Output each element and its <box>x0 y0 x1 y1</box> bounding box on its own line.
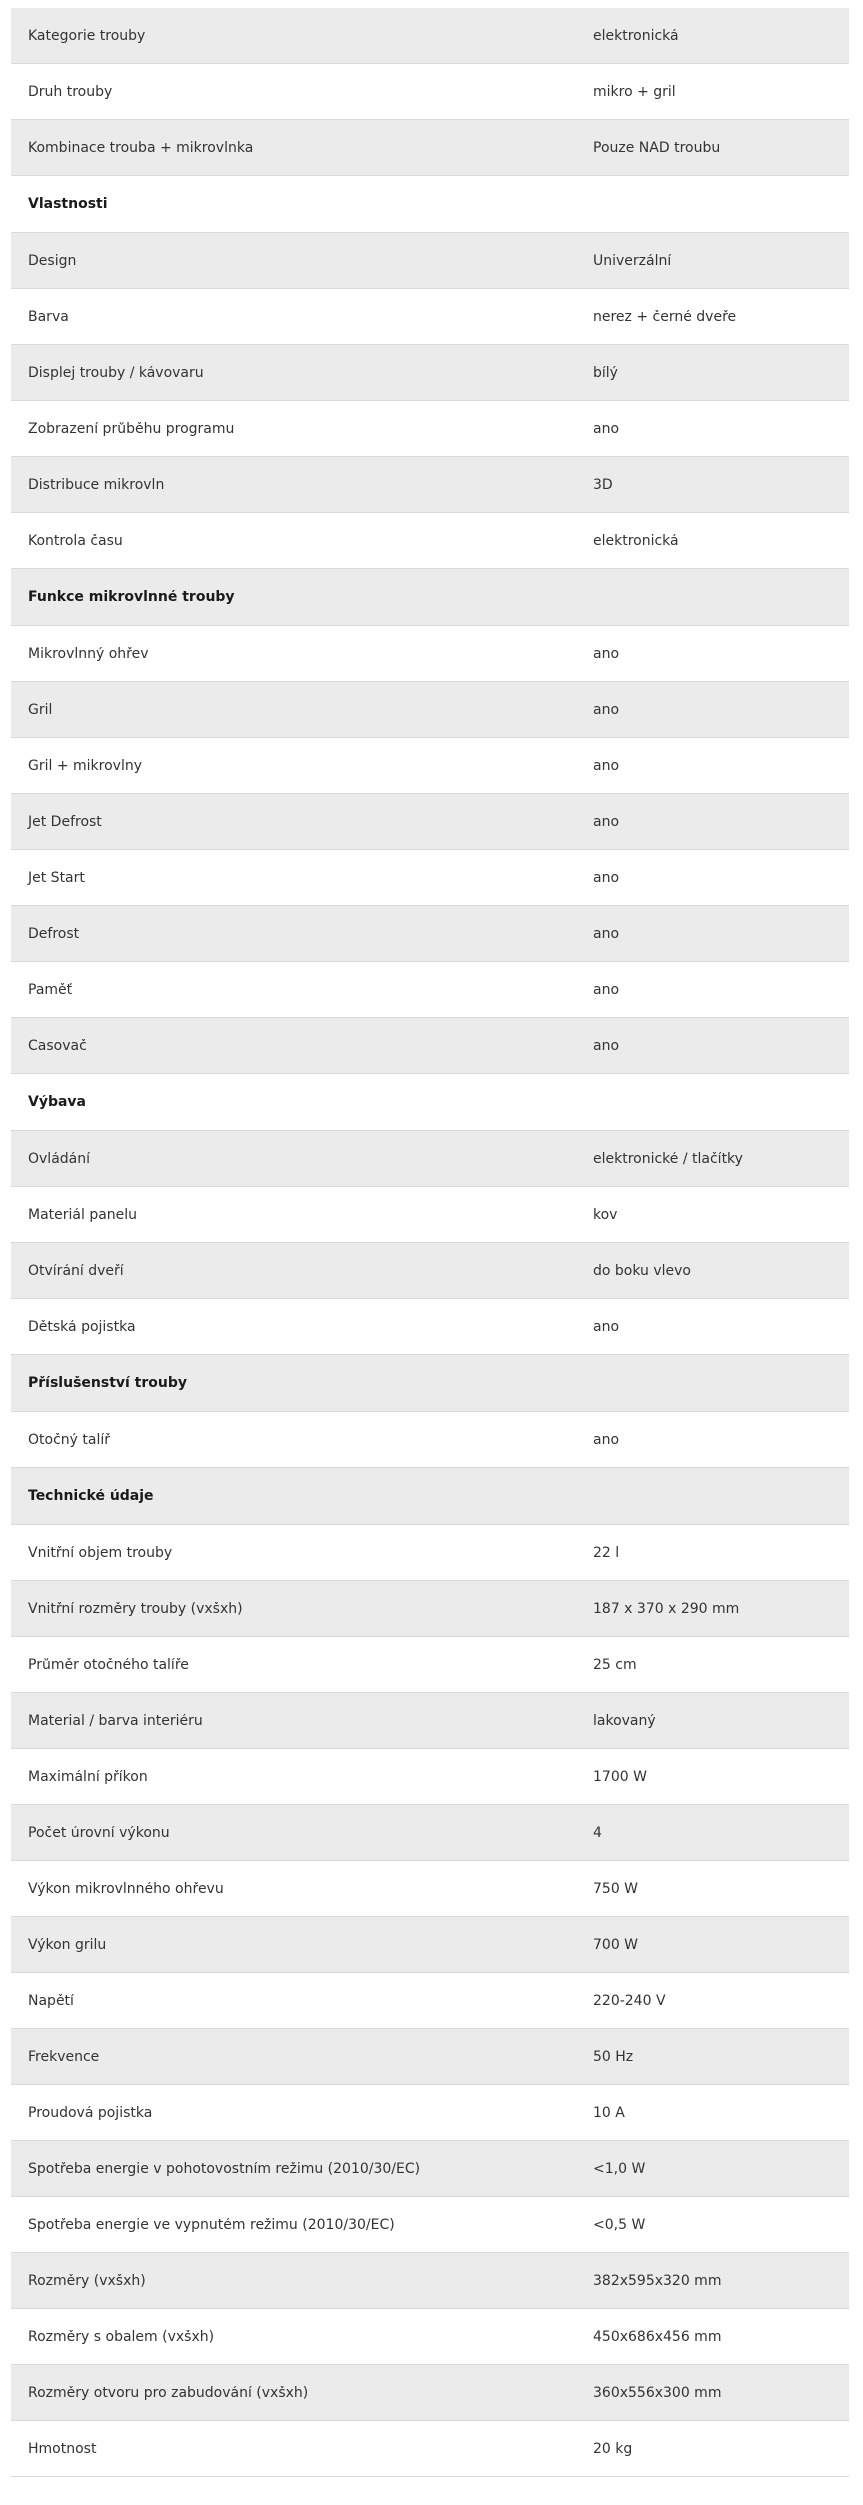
spec-table <box>11 8 849 2477</box>
spec-label: Proudová pojistka <box>28 2105 153 2120</box>
spec-row <box>11 738 849 794</box>
spec-label: Výkon grilu <box>28 1937 107 1952</box>
spec-label: Mikrovlnný ohřev <box>28 646 149 661</box>
spec-row <box>11 1693 849 1749</box>
spec-label: Frekvence <box>28 2049 100 2064</box>
section-title: Funkce mikrovlnné trouby <box>28 590 235 604</box>
spec-value: 20 kg <box>593 2441 633 2456</box>
spec-label: Vnitřní objem trouby <box>28 1545 173 1560</box>
spec-row <box>11 1525 849 1581</box>
spec-row <box>11 906 849 962</box>
spec-label: Napětí <box>28 1993 74 2008</box>
spec-row <box>11 1243 849 1299</box>
section-header-row <box>11 1074 849 1131</box>
spec-row <box>11 1581 849 1637</box>
spec-value: mikro + gril <box>593 84 676 99</box>
spec-row <box>11 1018 849 1074</box>
spec-label: Spotřeba energie v pohotovostním režimu (2010/30/EC) <box>28 2161 421 2176</box>
section-header-row <box>11 1355 849 1412</box>
spec-value: bílý <box>593 365 618 380</box>
spec-value: 700 W <box>593 1937 639 1952</box>
spec-label: Výkon mikrovlnného ohřevu <box>28 1881 224 1896</box>
spec-row <box>11 1187 849 1243</box>
spec-label: Kategorie trouby <box>28 28 146 43</box>
spec-value: ano <box>593 646 620 661</box>
spec-label: Spotřeba energie ve vypnutém režimu (2010/30/EC) <box>28 2217 395 2232</box>
spec-value: do boku vlevo <box>593 1263 691 1278</box>
spec-value: 750 W <box>593 1881 639 1896</box>
spec-value: ano <box>593 758 620 773</box>
spec-label: Design <box>28 253 77 268</box>
spec-label: Časovač <box>28 1038 87 1053</box>
spec-row <box>11 1917 849 1973</box>
spec-value: 360x556x300 mm <box>593 2385 722 2400</box>
spec-value: ano <box>593 421 620 436</box>
spec-row <box>11 289 849 345</box>
spec-label: Průměr otočného talíře <box>28 1657 189 1672</box>
spec-row <box>11 401 849 457</box>
spec-row <box>11 2197 849 2253</box>
spec-value: 22 l <box>593 1545 620 1560</box>
spec-row <box>11 626 849 682</box>
spec-label: Defrost <box>28 926 80 941</box>
spec-label: Zobrazení průběhu programu <box>28 421 235 436</box>
spec-label: Kombinace trouba + mikrovlnka <box>28 140 254 155</box>
spec-value: <1,0 W <box>593 2161 646 2176</box>
spec-label: Otočný talíř <box>28 1432 110 1447</box>
spec-label: Jet Defrost <box>28 814 102 829</box>
spec-row <box>11 1299 849 1355</box>
spec-value: ano <box>593 1038 620 1053</box>
spec-label: Ovládání <box>28 1151 91 1166</box>
spec-value: ano <box>593 1319 620 1334</box>
spec-label: Kontrola času <box>28 533 123 548</box>
spec-value: Pouze NAD troubu <box>593 140 721 155</box>
spec-value: ano <box>593 814 620 829</box>
spec-row <box>11 682 849 738</box>
spec-label: Maximální příkon <box>28 1769 148 1784</box>
spec-row <box>11 120 849 176</box>
spec-label: Počet úrovní výkonu <box>28 1825 170 1840</box>
spec-value: 382x595x320 mm <box>593 2273 722 2288</box>
spec-row <box>11 794 849 850</box>
spec-value: ano <box>593 1432 620 1447</box>
spec-row <box>11 1412 849 1468</box>
spec-row <box>11 2309 849 2365</box>
spec-row <box>11 1973 849 2029</box>
spec-label: Rozměry otvoru pro zabudování (vxšxh) <box>28 2385 309 2400</box>
section-header-row <box>11 569 849 626</box>
spec-value: ano <box>593 982 620 997</box>
spec-row <box>11 1861 849 1917</box>
section-title: Technické údaje <box>28 1489 154 1503</box>
spec-row <box>11 962 849 1018</box>
spec-row <box>11 1749 849 1805</box>
spec-value: elektronické / tlačítky <box>593 1151 743 1166</box>
spec-row <box>11 2085 849 2141</box>
spec-row <box>11 513 849 569</box>
spec-label: Distribuce mikrovln <box>28 477 165 492</box>
spec-label: Rozměry s obalem (vxšxh) <box>28 2329 215 2344</box>
section-title: Příslušenství trouby <box>28 1376 188 1390</box>
spec-value: 10 A <box>593 2105 625 2120</box>
spec-value: 1700 W <box>593 1769 647 1784</box>
spec-label: Otvírání dveří <box>28 1263 124 1278</box>
spec-value: 187 x 370 x 290 mm <box>593 1601 740 1616</box>
spec-value: lakovaný <box>593 1713 656 1728</box>
spec-value: elektronická <box>593 28 679 43</box>
spec-row <box>11 2141 849 2197</box>
spec-label: Displej trouby / kávovaru <box>28 365 204 380</box>
spec-row <box>11 64 849 120</box>
spec-label: Barva <box>28 309 69 324</box>
spec-value: ano <box>593 702 620 717</box>
spec-value: <0,5 W <box>593 2217 646 2232</box>
section-header-row <box>11 176 849 233</box>
spec-label: Rozměry (vxšxh) <box>28 2273 146 2288</box>
spec-label: Vnitřní rozměry trouby (vxšxh) <box>28 1601 243 1616</box>
spec-row <box>11 1637 849 1693</box>
spec-label: Hmotnost <box>28 2441 97 2456</box>
section-title: Výbava <box>28 1095 87 1109</box>
spec-label: Dětská pojistka <box>28 1319 136 1334</box>
section-header-row <box>11 1468 849 1525</box>
spec-value: ano <box>593 926 620 941</box>
spec-label: Jet Start <box>28 870 85 885</box>
spec-value: elektronická <box>593 533 679 548</box>
spec-row <box>11 345 849 401</box>
spec-row <box>11 2253 849 2309</box>
spec-label: Paměť <box>28 982 73 997</box>
spec-value: Univerzální <box>593 253 672 268</box>
spec-label: Druh trouby <box>28 84 113 99</box>
spec-value: 3D <box>593 477 613 492</box>
spec-value: ano <box>593 870 620 885</box>
spec-value: 450x686x456 mm <box>593 2329 722 2344</box>
spec-row <box>11 2421 849 2477</box>
spec-row <box>11 2365 849 2421</box>
spec-row <box>11 2029 849 2085</box>
spec-row <box>11 850 849 906</box>
spec-row <box>11 233 849 289</box>
spec-value: 50 Hz <box>593 2049 634 2064</box>
spec-label: Gril <box>28 702 53 717</box>
spec-row <box>11 457 849 513</box>
spec-row <box>11 1131 849 1187</box>
spec-label: Materiál panelu <box>28 1207 138 1222</box>
spec-value: nerez + černé dveře <box>593 309 737 324</box>
spec-label: Gril + mikrovlny <box>28 758 142 773</box>
section-title: Vlastnosti <box>28 197 108 211</box>
spec-value: 25 cm <box>593 1657 637 1672</box>
spec-value: 220-240 V <box>593 1993 666 2008</box>
spec-label: Material / barva interiéru <box>28 1713 203 1728</box>
spec-value: 4 <box>593 1825 602 1840</box>
spec-row <box>11 8 849 64</box>
spec-row <box>11 1805 849 1861</box>
spec-value: kov <box>593 1207 618 1222</box>
